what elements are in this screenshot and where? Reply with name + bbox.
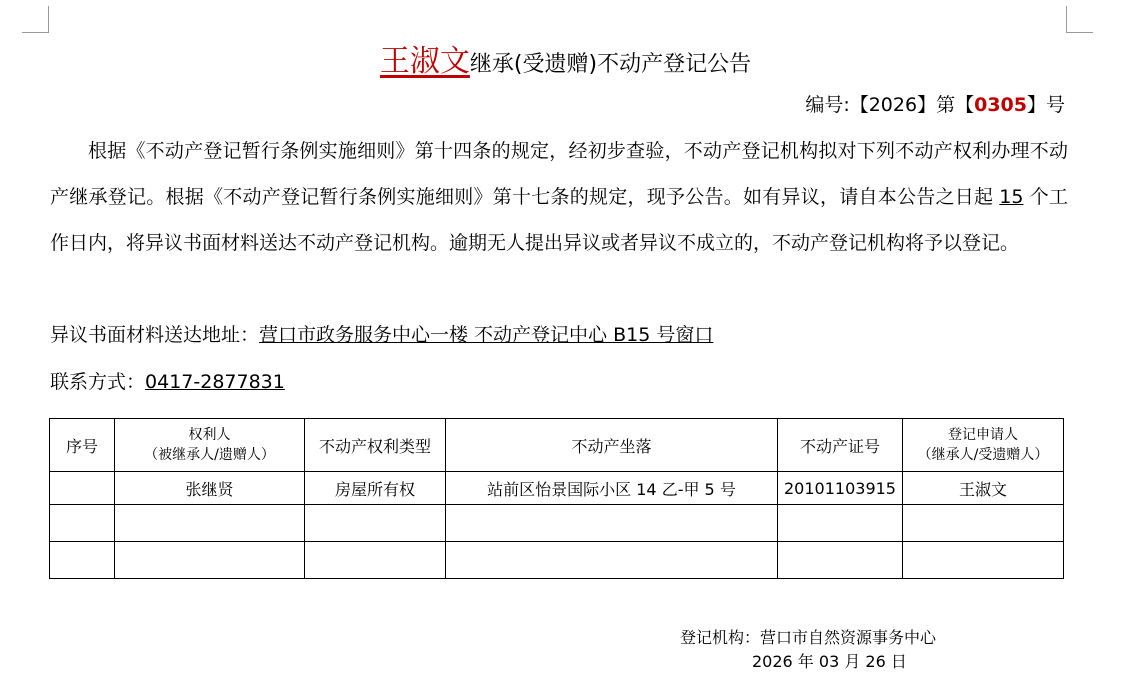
page-corner-mark-top-left bbox=[22, 6, 49, 33]
serial-suffix: 】号 bbox=[1026, 94, 1065, 116]
notice-date: 2026 年 03 月 26 日 bbox=[752, 652, 907, 671]
contact-line bbox=[50, 367, 285, 394]
header-holder bbox=[115, 419, 305, 472]
serial-prefix: 编号:【 bbox=[805, 94, 869, 116]
notice-paragraph-part1: 根据《不动产登记暂行条例实施细则》第十四条的规定，经初步查验，不动产登记机构拟对下列不动产权利办理不动产继承登记。根据《不动产登记暂行条例实施细则》第十七条的规定，现予公告。如有异议，请自本公告之日起 bbox=[50, 140, 1068, 208]
serial-number-line bbox=[805, 90, 1065, 117]
cell-right-type: 房屋所有权 bbox=[305, 472, 446, 505]
header-holder-main: 权利人 bbox=[188, 427, 231, 443]
header-holder-sub: （被继承人/遗赠人） bbox=[144, 447, 275, 463]
applicant-name-heading: 王淑文 bbox=[379, 44, 470, 79]
cell-holder bbox=[115, 542, 305, 579]
registration-agency: 登记机构：营口市自然资源事务中心 bbox=[680, 628, 937, 647]
header-right-type: 不动产权利类型 bbox=[305, 419, 446, 472]
cell-location bbox=[446, 505, 778, 542]
objection-days: 15 bbox=[999, 186, 1024, 208]
header-applicant bbox=[903, 419, 1064, 472]
contact-label: 联系方式： bbox=[50, 371, 146, 393]
table-row bbox=[50, 505, 1064, 542]
registration-table bbox=[49, 418, 1064, 579]
header-applicant-main: 登记申请人 bbox=[948, 427, 1018, 443]
table-row bbox=[50, 542, 1064, 579]
cell-seq bbox=[50, 542, 115, 579]
cell-location: 站前区怡景国际小区 14 乙-甲 5 号 bbox=[446, 472, 778, 505]
cell-seq bbox=[50, 505, 115, 542]
objection-address-line bbox=[50, 320, 713, 347]
cell-cert-no: 20101103915 bbox=[778, 472, 903, 505]
header-seq: 序号 bbox=[50, 419, 115, 472]
cell-right-type bbox=[305, 542, 446, 579]
table-row bbox=[50, 472, 1064, 505]
header-applicant-sub: （继承人/受遗赠人） bbox=[917, 447, 1049, 463]
title-text: 继承(受遗赠)不动产登记公告 bbox=[469, 52, 752, 77]
cell-cert-no bbox=[778, 505, 903, 542]
cell-right-type bbox=[305, 505, 446, 542]
address-value: 营口市政务服务中心一楼 不动产登记中心 B15 号窗口 bbox=[259, 324, 714, 346]
page-corner-mark-top-right bbox=[1066, 6, 1093, 33]
cell-applicant bbox=[903, 505, 1064, 542]
document-title bbox=[0, 36, 1131, 80]
cell-holder: 张继贤 bbox=[115, 472, 305, 505]
header-cert-no: 不动产证号 bbox=[778, 419, 903, 472]
cell-seq bbox=[50, 472, 115, 505]
cell-applicant: 王淑文 bbox=[903, 472, 1064, 505]
table-header-row bbox=[50, 419, 1064, 472]
notice-paragraph-part2: 个工作日内，将异议书面材料送达不动产登记机构。逾期无人提出异议或者异议不成立的，不动产登记机构将予以登记。 bbox=[50, 186, 1068, 254]
cell-applicant bbox=[903, 542, 1064, 579]
cell-holder bbox=[115, 505, 305, 542]
address-label: 异议书面材料送达地址： bbox=[50, 324, 260, 346]
contact-value: 0417-2877831 bbox=[145, 371, 285, 393]
serial-mid: 】第【 bbox=[917, 94, 975, 116]
cell-cert-no bbox=[778, 542, 903, 579]
serial-year: 2026 bbox=[868, 94, 918, 116]
cell-location bbox=[446, 542, 778, 579]
header-location: 不动产坐落 bbox=[446, 419, 778, 472]
notice-paragraph bbox=[50, 128, 1068, 266]
serial-number: 0305 bbox=[974, 94, 1027, 116]
